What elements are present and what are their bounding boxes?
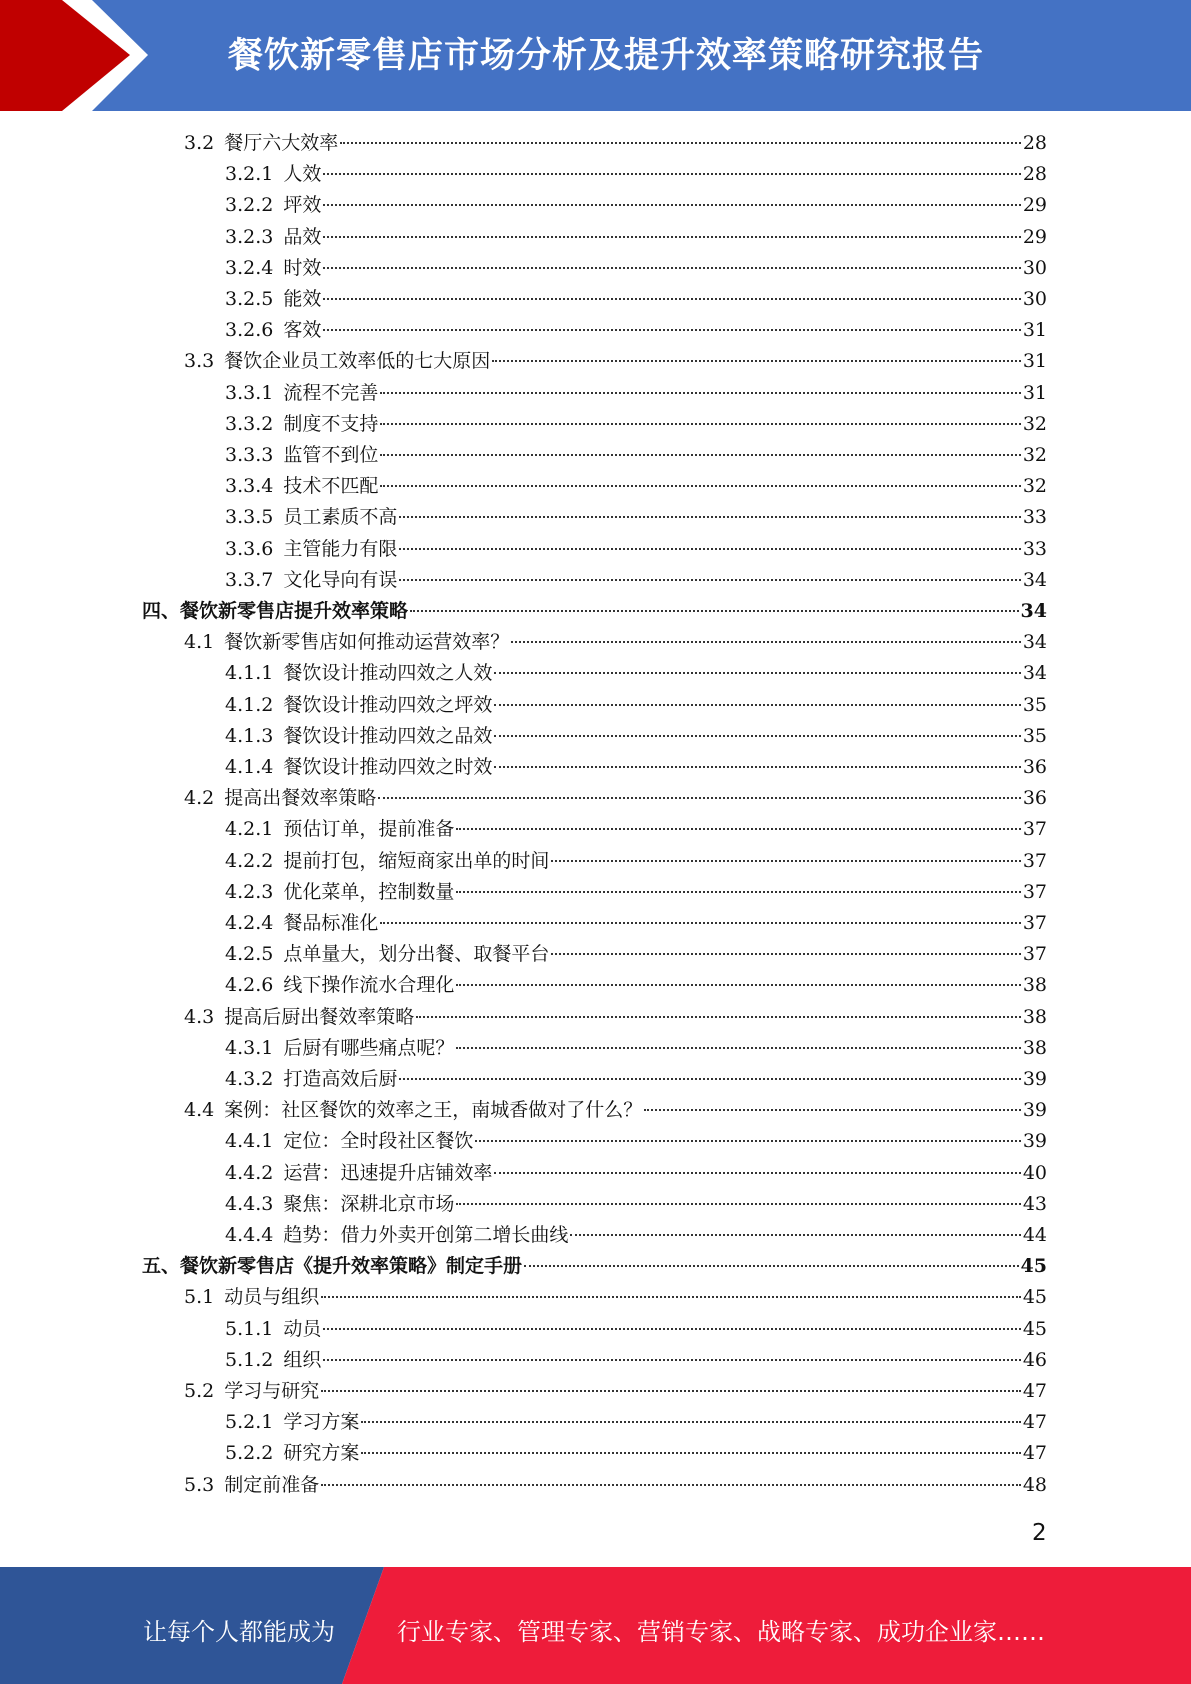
toc-entry[interactable] — [184, 1002, 1047, 1033]
toc-entry[interactable] — [225, 846, 1047, 877]
toc-dot-leader — [494, 766, 1020, 768]
toc-dot-leader — [380, 485, 1020, 487]
toc-entry-page: 37 — [1022, 943, 1047, 966]
toc-dot-leader — [399, 1078, 1020, 1080]
toc-dot-leader — [323, 267, 1020, 269]
toc-entry[interactable] — [184, 346, 1047, 377]
toc-dot-leader — [494, 704, 1020, 706]
toc-entry-page: 34 — [1022, 631, 1047, 654]
toc-entry-number: 4.2.1 — [225, 818, 274, 841]
toc-dot-leader — [399, 579, 1020, 581]
toc-entry-number: 4.2 — [184, 787, 215, 810]
toc-entry-number: 4.1.1 — [225, 662, 274, 685]
toc-entry-page: 29 — [1022, 225, 1047, 248]
toc-entry[interactable] — [184, 783, 1047, 814]
toc-entry-page: 32 — [1022, 412, 1047, 435]
toc-entry[interactable] — [184, 1282, 1047, 1313]
toc-entry-page: 37 — [1022, 849, 1047, 872]
toc-entry-title: 品效 — [283, 225, 322, 248]
toc-entry-number: 4.1 — [184, 631, 215, 654]
toc-entry-title: 餐饮新零售店如何推动运营效率？ — [224, 631, 510, 654]
report-title: 餐饮新零售店市场分析及提升效率策略研究报告 — [228, 36, 985, 76]
toc-dot-leader — [323, 1359, 1020, 1361]
toc-entry[interactable] — [225, 1407, 1047, 1438]
toc-dot-leader — [323, 204, 1020, 206]
toc-entry-number: 3.2.2 — [225, 194, 274, 217]
toc-entry-title: 时效 — [283, 256, 322, 279]
toc-dot-leader — [323, 236, 1020, 238]
toc-entry-number: 5.1.2 — [225, 1348, 274, 1371]
toc-entry-title: 聚焦：深耕北京市场 — [283, 1192, 455, 1215]
toc-entry-page: 39 — [1022, 1130, 1047, 1153]
toc-entry-page: 46 — [1022, 1348, 1047, 1371]
toc-entry[interactable] — [225, 471, 1047, 502]
toc-entry-number: 5.2 — [184, 1380, 215, 1402]
toc-entry-title: 案例：社区餐饮的效率之王，南城香做对了什么？ — [224, 1099, 643, 1122]
toc-dot-leader — [380, 922, 1020, 924]
toc-entry-page: 43 — [1022, 1192, 1047, 1215]
toc-entry[interactable] — [225, 222, 1047, 253]
toc-dot-leader — [380, 454, 1020, 456]
toc-entry-page: 30 — [1022, 288, 1047, 310]
footer-slogan-left: 让每个人都能成为 — [143, 1618, 335, 1646]
toc-entry-title: 人效 — [283, 163, 322, 186]
toc-dot-leader — [380, 423, 1020, 425]
toc-dot-leader — [340, 142, 1021, 144]
toc-entry[interactable] — [225, 1158, 1047, 1189]
toc-entry[interactable] — [225, 190, 1047, 221]
toc-entry-number: 4.4.4 — [225, 1224, 274, 1246]
toc-entry-page: 29 — [1022, 194, 1047, 217]
toc-entry-page: 32 — [1022, 444, 1047, 466]
toc-entry-number: 3.3.7 — [225, 568, 274, 591]
toc-dot-leader — [494, 735, 1020, 737]
toc-entry-title: 后厨有哪些痛点呢？ — [283, 1036, 455, 1059]
toc-entry-number: 4.2.5 — [225, 943, 274, 966]
toc-dot-leader — [323, 173, 1020, 175]
toc-entry-number: 5.2.1 — [225, 1411, 274, 1434]
toc-entry-number: 4.3 — [184, 1005, 215, 1028]
toc-entry-number: 3.2.4 — [225, 256, 274, 279]
toc-entry-page: 38 — [1022, 1036, 1047, 1059]
toc-entry-title: 餐饮设计推动四效之品效 — [283, 724, 493, 747]
toc-dot-leader — [644, 1109, 1021, 1111]
toc-entry-page: 47 — [1022, 1442, 1047, 1465]
toc-entry[interactable] — [184, 1470, 1047, 1501]
toc-entry-page: 45 — [1020, 1255, 1047, 1278]
toc-entry-page: 34 — [1020, 600, 1047, 622]
toc-entry-title: 趋势：借力外卖开创第二增长曲线 — [283, 1224, 569, 1246]
toc-entry-number: 5.2.2 — [225, 1442, 274, 1465]
page-footer — [0, 1567, 1191, 1684]
toc-dot-leader — [410, 610, 1019, 612]
toc-entry-page: 31 — [1022, 319, 1047, 342]
toc-entry[interactable] — [225, 908, 1047, 939]
toc-entry-title: 预估订单，提前准备 — [283, 818, 455, 841]
toc-dot-leader — [399, 548, 1020, 550]
toc-entry[interactable] — [225, 1438, 1047, 1469]
toc-entry-title: 五、餐饮新零售店《提升效率策略》制定手册 — [142, 1255, 523, 1278]
toc-dot-leader — [399, 516, 1020, 518]
toc-dot-leader — [323, 298, 1020, 300]
toc-dot-leader — [492, 360, 1021, 362]
footer-slogan-right: 行业专家、管理专家、营销专家、战略专家、成功企业家…… — [397, 1618, 1045, 1646]
toc-entry-title: 制度不支持 — [283, 412, 379, 435]
toc-entry-title: 客效 — [283, 319, 322, 342]
toc-entry-page: 33 — [1022, 537, 1047, 560]
toc-dot-leader — [456, 828, 1020, 830]
toc-entry[interactable] — [142, 1251, 1047, 1282]
toc-entry-page: 28 — [1022, 163, 1047, 186]
toc-entry[interactable] — [225, 284, 1047, 315]
toc-entry-number: 3.2.1 — [225, 163, 274, 186]
toc-entry-title: 提前打包，缩短商家出单的时间 — [283, 849, 550, 872]
toc-dot-leader — [551, 860, 1020, 862]
toc-entry-title: 文化导向有误 — [283, 568, 398, 591]
toc-entry-page: 45 — [1022, 1317, 1047, 1340]
toc-entry[interactable] — [225, 1345, 1047, 1376]
toc-entry[interactable] — [225, 658, 1047, 689]
toc-entry-number: 4.1.3 — [225, 724, 274, 747]
toc-entry-title: 线下操作流水合理化 — [283, 974, 455, 997]
toc-entry[interactable] — [184, 627, 1047, 658]
toc-entry[interactable] — [225, 1220, 1047, 1251]
toc-entry-page: 36 — [1022, 787, 1047, 810]
page-number: 2 — [1032, 1520, 1047, 1546]
toc-dot-leader — [361, 1452, 1020, 1454]
toc-dot-leader — [551, 953, 1020, 955]
toc-entry-page: 30 — [1022, 256, 1047, 279]
toc-entry[interactable] — [225, 877, 1047, 908]
toc-entry-title: 定位：全时段社区餐饮 — [283, 1130, 474, 1153]
toc-dot-leader — [456, 984, 1020, 986]
toc-dot-leader — [378, 797, 1021, 799]
toc-entry-title: 餐饮设计推动四效之人效 — [283, 662, 493, 685]
toc-entry-number: 3.3 — [184, 350, 215, 373]
toc-entry-number: 5.3 — [184, 1473, 215, 1496]
toc-dot-leader — [361, 1421, 1020, 1423]
toc-entry-number: 3.3.2 — [225, 412, 274, 435]
toc-entry[interactable] — [225, 534, 1047, 565]
toc-entry-page: 39 — [1022, 1099, 1047, 1122]
toc-entry[interactable] — [225, 814, 1047, 845]
toc-entry-title: 坪效 — [283, 194, 322, 217]
toc-entry-title: 流程不完善 — [283, 381, 379, 404]
toc-entry-page: 38 — [1022, 974, 1047, 997]
toc-entry-title: 组织 — [283, 1348, 322, 1371]
toc-entry-number: 4.1.4 — [225, 756, 274, 778]
toc-entry-page: 35 — [1022, 693, 1047, 716]
toc-entry-page: 47 — [1022, 1380, 1047, 1402]
toc-entry-page: 31 — [1022, 381, 1047, 404]
toc-entry-number: 3.3.4 — [225, 475, 274, 498]
toc-entry-page: 28 — [1022, 132, 1047, 154]
toc-dot-leader — [511, 641, 1021, 643]
toc-entry[interactable] — [184, 128, 1047, 159]
toc-dot-leader — [456, 1203, 1020, 1205]
toc-entry-page: 37 — [1022, 818, 1047, 841]
toc-entry[interactable] — [225, 939, 1047, 970]
toc-entry[interactable] — [142, 596, 1047, 627]
toc-entry-page: 31 — [1022, 350, 1047, 373]
toc-entry-number: 4.3.1 — [225, 1036, 274, 1059]
toc-entry-number: 4.2.6 — [225, 974, 274, 997]
toc-entry[interactable] — [225, 440, 1047, 471]
toc-entry-title: 提高出餐效率策略 — [224, 787, 377, 810]
toc-entry-number: 4.2.3 — [225, 880, 274, 903]
toc-entry[interactable] — [184, 1095, 1047, 1126]
toc-entry-title: 学习方案 — [283, 1411, 360, 1434]
toc-entry-number: 4.4.1 — [225, 1130, 274, 1153]
toc-entry-title: 优化菜单，控制数量 — [283, 880, 455, 903]
toc-entry-title: 运营：迅速提升店铺效率 — [283, 1161, 493, 1184]
toc-dot-leader — [524, 1265, 1019, 1267]
toc-entry-number: 4.2.2 — [225, 849, 274, 872]
toc-entry-number: 4.4.2 — [225, 1161, 274, 1184]
toc-dot-leader — [475, 1140, 1020, 1142]
toc-entry-title: 学习与研究 — [224, 1380, 320, 1402]
toc-entry-page: 48 — [1022, 1473, 1047, 1496]
toc-dot-leader — [416, 1016, 1021, 1018]
toc-entry-number: 3.2.5 — [225, 288, 274, 310]
toc-dot-leader — [456, 891, 1020, 893]
toc-entry-page: 36 — [1022, 756, 1047, 778]
toc-entry-title: 四、餐饮新零售店提升效率策略 — [142, 600, 409, 622]
toc-entry[interactable] — [184, 1376, 1047, 1407]
toc-entry[interactable] — [225, 1314, 1047, 1345]
toc-entry-page: 34 — [1022, 568, 1047, 591]
toc-entry-title: 员工素质不高 — [283, 506, 398, 529]
toc-entry-page: 39 — [1022, 1068, 1047, 1090]
toc-dot-leader — [323, 1328, 1020, 1330]
toc-entry[interactable] — [225, 1064, 1047, 1095]
toc-entry[interactable] — [225, 409, 1047, 440]
toc-entry[interactable] — [225, 1033, 1047, 1064]
toc-entry-page: 38 — [1022, 1005, 1047, 1028]
toc-entry-number: 4.1.2 — [225, 693, 274, 716]
toc-dot-leader — [494, 672, 1020, 674]
toc-entry-title: 点单量大，划分出餐、取餐平台 — [283, 943, 550, 966]
toc-entry[interactable] — [225, 315, 1047, 346]
toc-entry-number: 3.3.1 — [225, 381, 274, 404]
toc-entry-title: 监管不到位 — [283, 444, 379, 466]
toc-dot-leader — [321, 1296, 1021, 1298]
toc-entry-page: 47 — [1022, 1411, 1047, 1434]
toc-dot-leader — [321, 1390, 1021, 1392]
toc-entry-title: 提高后厨出餐效率策略 — [224, 1005, 415, 1028]
toc-entry-page: 45 — [1022, 1286, 1047, 1309]
toc-entry[interactable] — [225, 690, 1047, 721]
toc-entry-number: 3.3.3 — [225, 444, 274, 466]
toc-entry-title: 主管能力有限 — [283, 537, 398, 560]
toc-entry-title: 技术不匹配 — [283, 475, 379, 498]
toc-entry[interactable] — [225, 721, 1047, 752]
toc-entry[interactable] — [225, 970, 1047, 1001]
toc-entry-title: 餐品标准化 — [283, 912, 379, 934]
toc-entry-title: 制定前准备 — [224, 1473, 320, 1496]
toc-entry-number: 5.1.1 — [225, 1317, 274, 1340]
toc-entry-title: 餐饮企业员工效率低的七大原因 — [224, 350, 491, 373]
toc-entry[interactable] — [225, 502, 1047, 533]
toc-entry-number: 5.1 — [184, 1286, 215, 1309]
toc-entry-page: 37 — [1022, 880, 1047, 903]
toc-entry[interactable] — [225, 1126, 1047, 1157]
toc-entry-number: 4.4 — [184, 1099, 215, 1122]
toc-entry-number: 4.3.2 — [225, 1068, 274, 1090]
toc-entry[interactable] — [225, 159, 1047, 190]
toc-entry-page: 40 — [1022, 1161, 1047, 1184]
toc-entry-number: 3.2.6 — [225, 319, 274, 342]
toc-entry-number: 3.3.6 — [225, 537, 274, 560]
toc-dot-leader — [323, 329, 1020, 331]
toc-entry-title: 餐饮设计推动四效之坪效 — [283, 693, 493, 716]
toc-entry-page: 32 — [1022, 475, 1047, 498]
toc-entry[interactable] — [225, 752, 1047, 783]
toc-entry-title: 研究方案 — [283, 1442, 360, 1465]
toc-dot-leader — [456, 1047, 1020, 1049]
toc-entry-page: 34 — [1022, 662, 1047, 685]
toc-entry-page: 37 — [1022, 912, 1047, 934]
toc-entry-page: 33 — [1022, 506, 1047, 529]
toc-entry[interactable] — [225, 565, 1047, 596]
toc-entry-number: 3.3.5 — [225, 506, 274, 529]
toc-entry[interactable] — [225, 378, 1047, 409]
toc-entry-number: 3.2.3 — [225, 225, 274, 248]
toc-dot-leader — [321, 1484, 1021, 1486]
toc-entry-title: 动员与组织 — [224, 1286, 320, 1309]
toc-entry-title: 餐饮设计推动四效之时效 — [283, 756, 493, 778]
toc-entry-number: 3.2 — [184, 132, 215, 154]
toc-dot-leader — [570, 1234, 1020, 1236]
toc-entry-title: 动员 — [283, 1317, 322, 1340]
toc-entry-number: 4.2.4 — [225, 912, 274, 934]
toc-entry-title: 打造高效后厨 — [283, 1068, 398, 1090]
toc-dot-leader — [380, 392, 1020, 394]
toc-entry-title: 餐厅六大效率 — [224, 132, 339, 154]
toc-entry[interactable] — [225, 253, 1047, 284]
toc-entry-page: 44 — [1022, 1224, 1047, 1246]
page-header — [0, 0, 1191, 111]
toc-entry-page: 35 — [1022, 724, 1047, 747]
toc-entry[interactable] — [225, 1189, 1047, 1220]
toc-entry-number: 4.4.3 — [225, 1192, 274, 1215]
toc-dot-leader — [494, 1172, 1020, 1174]
toc-entry-title: 能效 — [283, 288, 322, 310]
